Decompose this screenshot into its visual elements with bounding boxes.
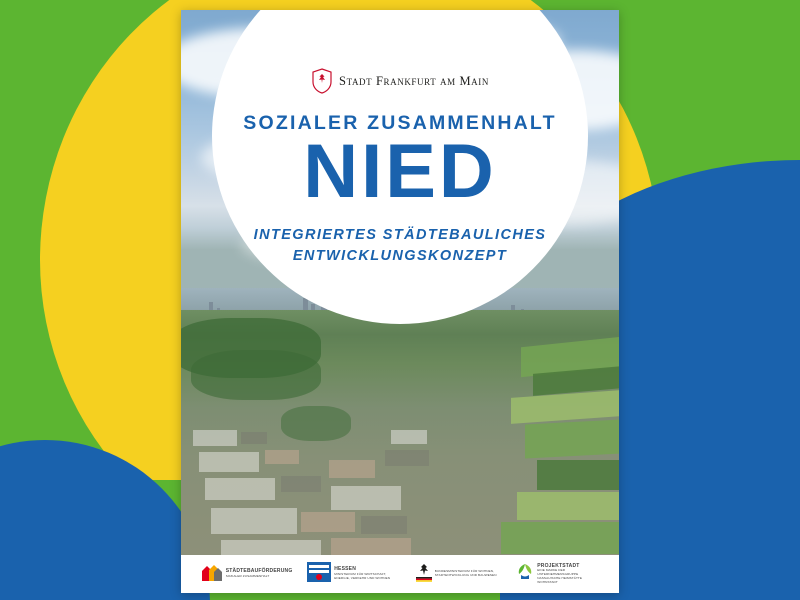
crest-caption: Stadt Frankfurt am Main [339,73,489,88]
logo-title: HESSEN [334,566,357,573]
hessen-lion-icon [307,562,331,587]
staedtebaufoerderung-logo [201,562,293,587]
logo-subtitle: SOZIALER ZUSAMMENHALT [225,573,270,578]
logo-title: PROJEKTSTADT [537,562,580,569]
logo-subtitle: EINE MARKE DER UNTERNEHMENSGRUPPE NASSAUISCHE HEIMSTÄTTE WOHNSTADT [537,568,583,584]
houses-icon [201,562,223,587]
bundesadler-icon [416,562,432,587]
partner-logo-strip [181,555,619,593]
logo-subtitle: MINISTERIUM FÜR WIRTSCHAFT, ENERGIE, VERKEHR UND WOHNEN [334,571,391,580]
cover-subtitle-line1: INTEGRIERTES STÄDTEBAULICHES [253,226,547,243]
city-crest [181,68,619,94]
leaf-icon [516,563,534,586]
bund-logo [416,562,497,587]
projektstadt-logo [516,563,599,586]
title-block [181,10,619,310]
cover-title: NIED [303,129,497,214]
cover-subtitle-line2: ENTWICKLUNGSKONZEPT [292,248,508,265]
hessen-logo [307,562,396,587]
frankfurt-eagle-crest-icon [311,68,333,94]
aerial-landscape [181,310,619,555]
cover-kicker: SOZIALER ZUSAMMENHALT [243,112,557,134]
report-cover-page [181,10,619,593]
logo-title: STÄDTEBAUFÖRDERUNG [225,568,293,575]
logo-subtitle: BUNDESMINISTERIUM FÜR WOHNEN, STADTENTWICKLUNG UND BAUWESEN [434,569,497,577]
cover-subtitle [181,225,619,269]
